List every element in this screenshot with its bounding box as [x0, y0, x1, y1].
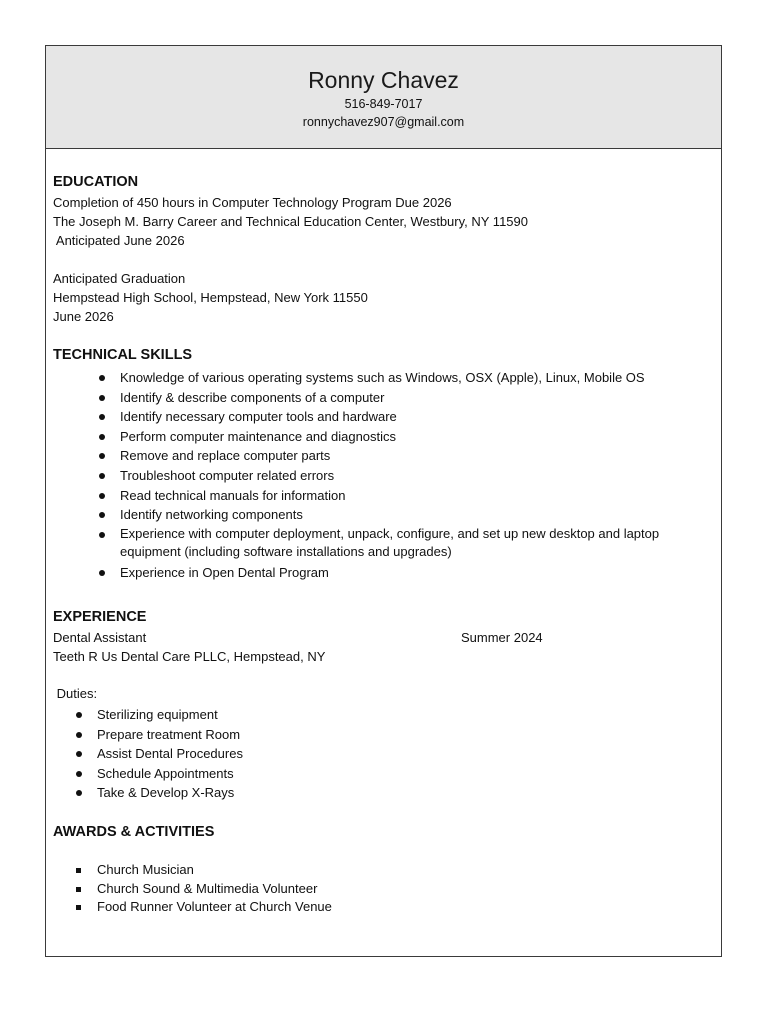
list-item: Remove and replace computer parts — [120, 446, 710, 466]
bullet-icon — [76, 771, 82, 777]
bullet-icon — [76, 868, 81, 873]
bullet-icon — [99, 375, 105, 381]
education-line: Completion of 450 hours in Computer Technology Program Due 2026 — [53, 195, 452, 210]
education-line: Anticipated Graduation — [53, 271, 186, 286]
bullet-icon — [99, 493, 105, 499]
resume-header — [46, 46, 721, 149]
education-line: Anticipated June 2026 — [53, 233, 185, 248]
email-address: ronnychavez907@gmail.com — [302, 115, 465, 129]
education-line: Hempstead High School, Hempstead, New York 11550 — [53, 290, 368, 305]
bullet-icon — [99, 414, 105, 420]
bullet-icon — [76, 887, 81, 892]
list-item: Take & Develop X-Rays — [97, 783, 497, 803]
duties-list — [97, 705, 497, 803]
list-item: Experience in Open Dental Program — [120, 563, 710, 583]
list-item: Assist Dental Procedures — [97, 744, 497, 764]
job-title: Dental Assistant — [53, 630, 147, 645]
bullet-icon — [99, 532, 105, 538]
awards-list — [97, 861, 497, 917]
bullet-icon — [76, 751, 82, 757]
bullet-icon — [99, 570, 105, 576]
list-item: Identify networking components — [120, 505, 710, 525]
education-line: June 2026 — [53, 309, 114, 324]
list-item: Schedule Appointments — [97, 764, 497, 784]
technical-skills-list — [120, 368, 710, 582]
bullet-icon — [99, 453, 105, 459]
list-item: Troubleshoot computer related errors — [120, 466, 710, 486]
phone-number: 516-849-7017 — [344, 97, 423, 111]
bullet-icon — [76, 790, 82, 796]
experience-heading: EXPERIENCE — [53, 609, 147, 625]
bullet-icon — [76, 712, 82, 718]
bullet-icon — [99, 512, 105, 518]
employer: Teeth R Us Dental Care PLLC, Hempstead, NY — [53, 649, 326, 664]
job-date: Summer 2024 — [461, 630, 543, 645]
resume-page — [45, 45, 722, 957]
technical-skills-heading: TECHNICAL SKILLS — [53, 347, 193, 363]
list-item: Prepare treatment Room — [97, 725, 497, 745]
bullet-icon — [99, 473, 105, 479]
list-item: Food Runner Volunteer at Church Venue — [97, 898, 497, 917]
list-item: Perform computer maintenance and diagnostics — [120, 427, 710, 447]
list-item: Identify & describe components of a computer — [120, 388, 710, 408]
list-item: Sterilizing equipment — [97, 705, 497, 725]
candidate-name: Ronny Chavez — [308, 67, 459, 93]
bullet-icon — [99, 434, 105, 440]
bullet-icon — [76, 905, 81, 910]
duties-label: Duties: — [53, 686, 98, 701]
education-heading: EDUCATION — [53, 174, 139, 190]
list-item: Church Sound & Multimedia Volunteer — [97, 880, 497, 899]
education-line: The Joseph M. Barry Career and Technical Education Center, Westbury, NY 11590 — [53, 214, 528, 229]
list-item: Church Musician — [97, 861, 497, 880]
list-item: Experience with computer deployment, unpack, configure, and set up new desktop and laptop equipment (including software installations and upgrades) — [120, 525, 710, 563]
list-item: Identify necessary computer tools and hardware — [120, 407, 710, 427]
list-item: Knowledge of various operating systems such as Windows, OSX (Apple), Linux, Mobile OS — [120, 368, 710, 388]
awards-heading: AWARDS & ACTIVITIES — [53, 824, 215, 840]
list-item: Read technical manuals for information — [120, 486, 710, 506]
bullet-icon — [76, 732, 82, 738]
bullet-icon — [99, 395, 105, 401]
